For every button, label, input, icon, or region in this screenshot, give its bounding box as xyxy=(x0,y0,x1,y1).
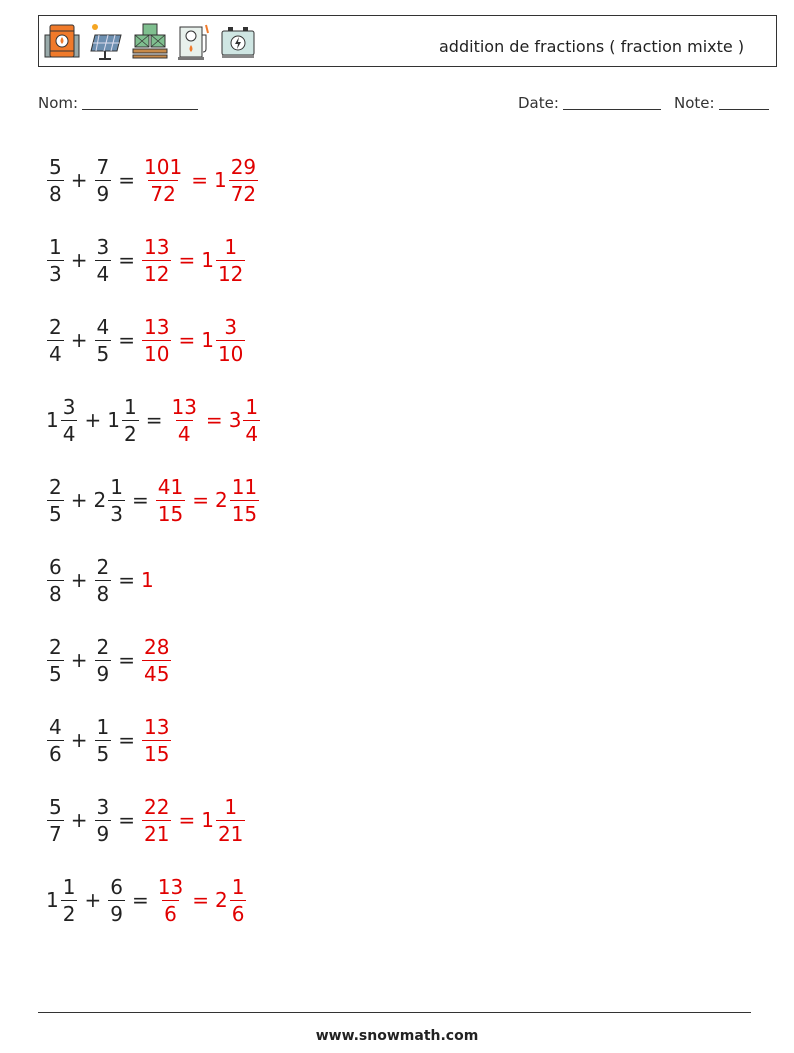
answer xyxy=(141,794,246,846)
answer-improper-denominator: 45 xyxy=(144,661,170,686)
answer-mixed-denominator: 15 xyxy=(231,501,258,526)
name-blank[interactable] xyxy=(82,95,198,110)
answer-improper-numerator: 28 xyxy=(144,634,170,659)
addend-a-fraction xyxy=(47,794,64,846)
addend-a-numerator: 6 xyxy=(49,554,62,579)
answer-mixed-whole: 3 xyxy=(228,408,242,432)
addend-a-numerator: 2 xyxy=(49,634,62,659)
answer-mixed-numerator: 1 xyxy=(224,794,238,819)
cargo-pallet-icon xyxy=(131,21,169,61)
addend-a-numerator: 5 xyxy=(49,154,62,179)
addend-b-denominator: 8 xyxy=(96,581,110,606)
equals-sign: = xyxy=(131,888,149,912)
answer-mixed-whole: 2 xyxy=(214,488,228,512)
answer-mixed-numerator: 29 xyxy=(230,154,257,179)
addend-b-denominator: 9 xyxy=(96,661,110,686)
answer-mixed-whole: 1 xyxy=(201,328,214,352)
addend-a-fraction xyxy=(47,634,64,686)
equals-sign: = xyxy=(118,248,135,272)
date-blank[interactable] xyxy=(563,95,661,110)
answer xyxy=(141,714,172,766)
addend-b-fraction xyxy=(95,554,112,606)
answer-improper-fraction xyxy=(169,394,198,446)
plus-sign: + xyxy=(70,248,88,272)
addend-a-denominator: 8 xyxy=(49,181,62,206)
answer-equals-sign: = xyxy=(191,168,208,192)
answer-improper-fraction xyxy=(142,714,171,766)
grade-field xyxy=(674,94,769,112)
fuel-pump-icon xyxy=(175,21,213,61)
answer-mixed-whole: 1 xyxy=(213,168,227,192)
answer-equals-sign: = xyxy=(178,808,196,832)
addend-b-fraction xyxy=(95,234,112,286)
problem-row xyxy=(46,700,261,780)
plus-sign: + xyxy=(70,808,88,832)
answer-improper-fraction xyxy=(142,794,171,846)
footer-divider xyxy=(38,1012,751,1013)
equals-sign: = xyxy=(131,488,149,512)
header-icons xyxy=(43,21,257,61)
answer-improper-numerator: 101 xyxy=(144,154,183,179)
addend-a-numerator: 2 xyxy=(49,474,62,499)
answer xyxy=(168,394,261,446)
addend-a-denominator: 8 xyxy=(49,581,62,606)
answer-mixed-numerator: 11 xyxy=(231,474,258,499)
addend-a-whole: 1 xyxy=(46,888,59,912)
addend-b-denominator: 9 xyxy=(96,181,110,206)
answer xyxy=(141,634,172,686)
equals-sign: = xyxy=(145,408,163,432)
addend-b-numerator: 1 xyxy=(96,714,110,739)
plus-sign: + xyxy=(70,168,88,192)
grade-blank[interactable] xyxy=(719,95,769,110)
footer-url: www.snowmath.com xyxy=(315,1028,479,1044)
addend-b-numerator: 1 xyxy=(123,394,137,419)
answer xyxy=(141,314,246,366)
answer-improper-numerator: 41 xyxy=(157,474,184,499)
addend-b-denominator: 4 xyxy=(96,261,110,286)
answer-improper-numerator: 13 xyxy=(144,314,170,339)
addend-b-numerator: 4 xyxy=(96,314,110,339)
problem-row xyxy=(46,380,261,460)
answer-improper-denominator: 72 xyxy=(150,181,176,206)
plus-sign: + xyxy=(70,728,88,752)
addend-b-denominator: 9 xyxy=(110,901,123,926)
equals-sign: = xyxy=(118,168,135,192)
answer-mixed-denominator: 10 xyxy=(217,341,244,366)
addend-b-fraction xyxy=(95,314,112,366)
answer-improper-denominator: 4 xyxy=(177,421,191,446)
answer-mixed-fraction xyxy=(216,794,245,846)
answer-improper-fraction xyxy=(156,474,185,526)
addend-a-fraction xyxy=(47,554,64,606)
answer-improper-fraction xyxy=(142,634,171,686)
answer-improper-denominator: 6 xyxy=(164,901,177,926)
addend-a-denominator: 7 xyxy=(49,821,62,846)
problem-row xyxy=(46,220,261,300)
answer-mixed-fraction xyxy=(216,314,245,366)
addend-a-fraction xyxy=(61,394,78,446)
addend-a-numerator: 2 xyxy=(49,314,62,339)
date-field xyxy=(518,94,661,112)
addend-a-denominator: 2 xyxy=(62,901,76,926)
problem-list xyxy=(46,140,261,940)
answer xyxy=(155,474,260,526)
addend-a-denominator: 4 xyxy=(49,341,62,366)
answer-improper-fraction xyxy=(142,154,184,206)
answer-improper-denominator: 10 xyxy=(144,341,170,366)
name-label: Nom: xyxy=(38,94,79,112)
addend-a-whole: 1 xyxy=(46,408,59,432)
name-field xyxy=(38,94,198,112)
answer-improper-denominator: 12 xyxy=(144,261,170,286)
answer-improper-fraction xyxy=(142,314,171,366)
equals-sign: = xyxy=(118,568,135,592)
answer-improper-fraction xyxy=(156,874,185,926)
answer-improper-denominator: 15 xyxy=(157,501,184,526)
battery-icon xyxy=(219,21,257,61)
answer-mixed-fraction xyxy=(243,394,260,446)
addend-b-fraction xyxy=(122,394,139,446)
equals-sign: = xyxy=(118,648,135,672)
plus-sign: + xyxy=(70,568,88,592)
addend-a-fraction xyxy=(47,714,64,766)
addend-a-numerator: 3 xyxy=(62,394,76,419)
oil-barrel-icon xyxy=(43,21,81,61)
answer xyxy=(141,154,259,206)
addend-b-fraction xyxy=(95,794,112,846)
answer-mixed-denominator: 72 xyxy=(230,181,257,206)
answer xyxy=(141,234,246,286)
problem-row xyxy=(46,620,261,700)
answer-equals-sign: = xyxy=(178,328,196,352)
problem-row xyxy=(46,780,261,860)
answer-mixed-whole: 1 xyxy=(201,248,214,272)
addend-a-denominator: 5 xyxy=(49,501,62,526)
answer-equals-sign: = xyxy=(205,408,223,432)
addend-b-numerator: 7 xyxy=(96,154,110,179)
answer-mixed-denominator: 4 xyxy=(245,421,259,446)
answer-mixed-denominator: 12 xyxy=(217,261,244,286)
addend-b-numerator: 1 xyxy=(110,474,123,499)
answer-improper-fraction xyxy=(142,234,171,286)
answer-equals-sign: = xyxy=(192,488,209,512)
addend-a-denominator: 6 xyxy=(49,741,62,766)
answer-mixed-numerator: 1 xyxy=(224,234,238,259)
addend-a-numerator: 1 xyxy=(62,874,76,899)
addend-b-denominator: 2 xyxy=(123,421,137,446)
equals-sign: = xyxy=(118,728,135,752)
addend-b-numerator: 2 xyxy=(96,554,110,579)
addend-a-fraction xyxy=(47,154,64,206)
addend-b-numerator: 2 xyxy=(96,634,110,659)
answer-mixed-numerator: 1 xyxy=(231,874,245,899)
plus-sign: + xyxy=(84,888,102,912)
addend-a-fraction xyxy=(47,234,64,286)
answer-mixed-fraction xyxy=(230,874,247,926)
problem-row xyxy=(46,540,261,620)
problem-row xyxy=(46,860,261,940)
answer-mixed-whole: 1 xyxy=(201,808,214,832)
answer-mixed-numerator: 3 xyxy=(224,314,238,339)
addend-a-fraction xyxy=(47,474,64,526)
addend-a-denominator: 5 xyxy=(49,661,62,686)
addend-b-whole: 2 xyxy=(93,488,107,512)
addend-b-fraction xyxy=(95,714,112,766)
answer-improper-denominator: 21 xyxy=(144,821,170,846)
answer-mixed-denominator: 21 xyxy=(217,821,244,846)
addend-a-fraction xyxy=(61,874,78,926)
plus-sign: + xyxy=(70,328,88,352)
addend-b-fraction xyxy=(108,874,125,926)
addend-b-denominator: 5 xyxy=(96,341,110,366)
answer-mixed-whole: 2 xyxy=(214,888,228,912)
equals-sign: = xyxy=(118,328,135,352)
addend-b-denominator: 3 xyxy=(110,501,123,526)
addend-b-whole: 1 xyxy=(107,408,120,432)
addend-b-numerator: 3 xyxy=(96,234,110,259)
addend-b-denominator: 5 xyxy=(96,741,110,766)
addend-b-denominator: 9 xyxy=(96,821,110,846)
answer-equals-sign: = xyxy=(178,248,196,272)
date-label: Date: xyxy=(518,94,559,112)
addend-b-fraction xyxy=(95,154,112,206)
answer-mixed-fraction xyxy=(216,234,245,286)
answer-improper-numerator: 22 xyxy=(144,794,170,819)
equals-sign: = xyxy=(118,808,135,832)
grade-label: Note: xyxy=(674,94,715,112)
addend-a-fraction xyxy=(47,314,64,366)
addend-a-numerator: 5 xyxy=(49,794,62,819)
addend-a-numerator: 1 xyxy=(49,234,62,259)
header-box xyxy=(38,15,777,67)
worksheet-title: addition de fractions ( fraction mixte ) xyxy=(439,37,745,56)
plus-sign: + xyxy=(70,488,88,512)
problem-row xyxy=(46,460,261,540)
addend-b-fraction xyxy=(108,474,125,526)
addend-b-numerator: 3 xyxy=(96,794,110,819)
addend-a-numerator: 4 xyxy=(49,714,62,739)
answer-improper-numerator: 13 xyxy=(144,234,170,259)
answer-whole: 1 xyxy=(141,568,154,592)
answer-mixed-fraction xyxy=(230,474,259,526)
answer-mixed-denominator: 6 xyxy=(231,901,245,926)
problem-row xyxy=(46,300,261,380)
addend-a-denominator: 4 xyxy=(62,421,76,446)
solar-panel-icon xyxy=(87,21,125,61)
plus-sign: + xyxy=(70,648,88,672)
answer-improper-numerator: 13 xyxy=(157,874,184,899)
answer xyxy=(155,874,248,926)
problem-row xyxy=(46,140,261,220)
answer-equals-sign: = xyxy=(192,888,209,912)
plus-sign: + xyxy=(84,408,102,432)
answer-improper-denominator: 15 xyxy=(144,741,170,766)
answer xyxy=(141,568,154,592)
answer-improper-numerator: 13 xyxy=(171,394,197,419)
answer-improper-numerator: 13 xyxy=(144,714,170,739)
answer-mixed-fraction xyxy=(229,154,258,206)
addend-b-numerator: 6 xyxy=(110,874,123,899)
addend-b-fraction xyxy=(95,634,112,686)
answer-mixed-numerator: 1 xyxy=(245,394,259,419)
addend-a-denominator: 3 xyxy=(49,261,62,286)
